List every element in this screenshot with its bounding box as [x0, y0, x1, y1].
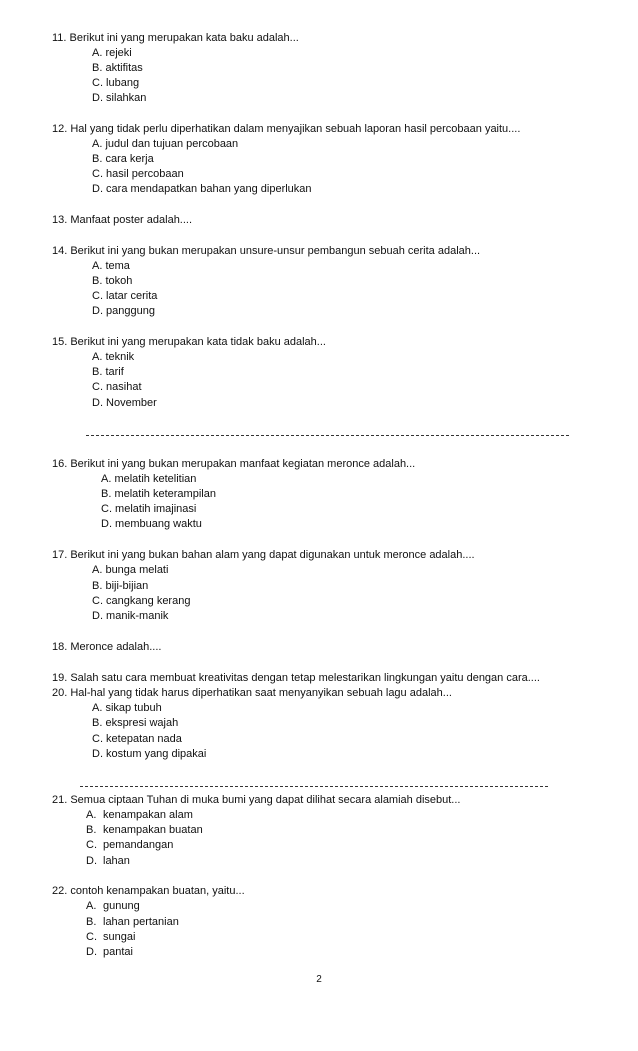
question-16: 16. Berikut ini yang bukan merupakan manfaat kegiatan meronce adalah...	[52, 458, 416, 470]
q20-option-d: D. kostum yang dipakai	[92, 748, 207, 760]
q21-option-b	[86, 824, 203, 836]
q22-option-c	[86, 931, 135, 943]
q11-option-c: C. lubang	[92, 77, 140, 89]
question-13: 13. Manfaat poster adalah....	[52, 214, 193, 226]
q16-option-b: B. melatih keterampilan	[101, 488, 216, 500]
q15-option-b: B. tarif	[92, 366, 124, 378]
question-14: 14. Berikut ini yang bukan merupakan unsure-unsur pembangun sebuah cerita adalah...	[52, 245, 481, 257]
option-letter: D.	[86, 946, 97, 958]
q11-option-d: D. silahkan	[92, 92, 147, 104]
q21-option-a	[86, 809, 193, 821]
question-11: 11. Berikut ini yang merupakan kata baku adalah...	[52, 32, 299, 44]
question-19: 19. Salah satu cara membuat kreativitas dengan tetap melestarikan lingkungan yaitu dengan cara....	[52, 672, 540, 684]
q14-option-a: A. tema	[92, 260, 130, 272]
q16-option-d: D. membuang waktu	[101, 518, 202, 530]
q15-option-d: D. November	[92, 397, 157, 409]
question-22: 22. contoh kenampakan buatan, yaitu...	[52, 885, 245, 897]
q22-option-a	[86, 900, 140, 912]
q20-option-c: C. ketepatan nada	[92, 733, 182, 745]
option-letter: B.	[86, 916, 97, 928]
q15-option-c: C. nasihat	[92, 381, 142, 393]
q21-option-d	[86, 855, 130, 867]
q21-option-c	[86, 839, 173, 851]
option-text: gunung	[103, 900, 140, 912]
question-15: 15. Berikut ini yang merupakan kata tidak baku adalah...	[52, 336, 326, 348]
q22-option-d	[86, 946, 133, 958]
q20-option-b: B. ekspresi wajah	[92, 717, 179, 729]
question-12: 12. Hal yang tidak perlu diperhatikan dalam menyajikan sebuah laporan hasil percobaan yaitu....	[52, 123, 521, 135]
q20-option-a: A. sikap tubuh	[92, 702, 162, 714]
option-letter: A.	[86, 809, 97, 821]
question-20: 20. Hal-hal yang tidak harus diperhatikan saat menyanyikan sebuah lagu adalah...	[52, 687, 452, 699]
question-21: 21. Semua ciptaan Tuhan di muka bumi yang dapat dilihat secara alamiah disebut...	[52, 794, 461, 806]
dashed-separator	[80, 786, 548, 787]
q17-option-c: C. cangkang kerang	[92, 595, 191, 607]
q17-option-b: B. biji-bijian	[92, 580, 149, 592]
q12-option-d: D. cara mendapatkan bahan yang diperlukan	[92, 183, 312, 195]
option-letter: C.	[86, 839, 97, 851]
option-text: kenampakan alam	[103, 809, 193, 821]
question-17: 17. Berikut ini yang bukan bahan alam yang dapat digunakan untuk meronce adalah....	[52, 549, 475, 561]
q16-option-a: A. melatih ketelitian	[101, 473, 197, 485]
q14-option-d: D. panggung	[92, 305, 155, 317]
q22-option-b	[86, 916, 179, 928]
q12-option-b: B. cara kerja	[92, 153, 154, 165]
dashed-separator	[86, 435, 569, 436]
option-letter: A.	[86, 900, 97, 912]
q11-option-a: A. rejeki	[92, 47, 132, 59]
q17-option-d: D. manik-manik	[92, 610, 169, 622]
option-text: pemandangan	[103, 839, 174, 851]
q14-option-b: B. tokoh	[92, 275, 133, 287]
option-text: lahan	[103, 855, 130, 867]
q14-option-c: C. latar cerita	[92, 290, 158, 302]
option-letter: B.	[86, 824, 97, 836]
q12-option-c: C. hasil percobaan	[92, 168, 184, 180]
option-text: pantai	[103, 946, 133, 958]
q11-option-b: B. aktifitas	[92, 62, 143, 74]
question-18: 18. Meronce adalah....	[52, 641, 162, 653]
option-text: kenampakan buatan	[103, 824, 203, 836]
q16-option-c: C. melatih imajinasi	[101, 503, 197, 515]
option-letter: D.	[86, 855, 97, 867]
page-number: 2	[316, 974, 322, 985]
option-letter: C.	[86, 931, 97, 943]
q12-option-a: A. judul dan tujuan percobaan	[92, 138, 239, 150]
q15-option-a: A. teknik	[92, 351, 135, 363]
option-text: sungai	[103, 931, 136, 943]
option-text: lahan pertanian	[103, 916, 179, 928]
q17-option-a: A. bunga melati	[92, 564, 169, 576]
